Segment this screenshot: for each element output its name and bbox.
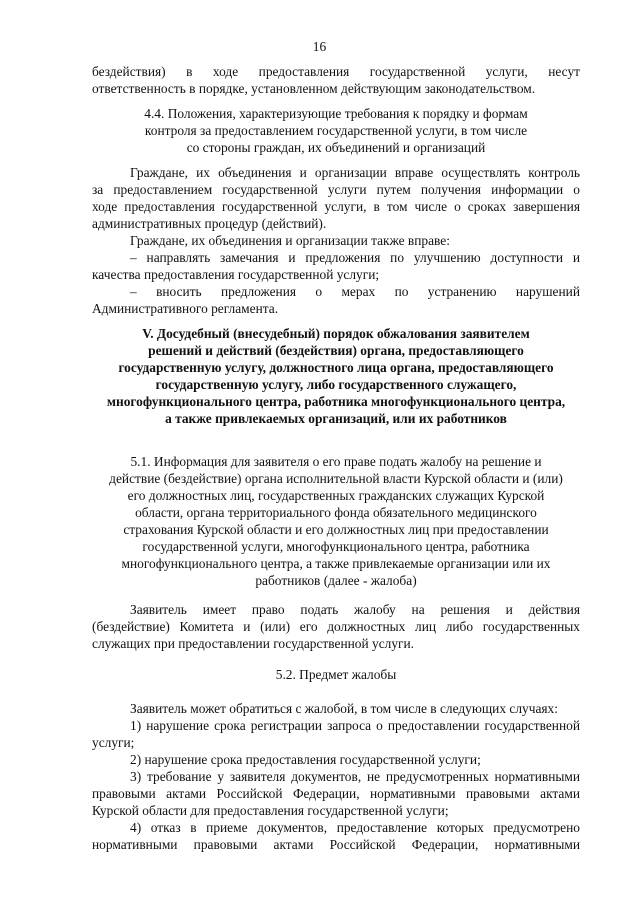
text-line: 3) требование у заявителя документов, не предусмотренных нормативными	[130, 769, 580, 784]
heading-line: 4.4. Положения, характеризующие требования к порядку и формам	[144, 106, 528, 121]
intro-paragraph	[92, 63, 580, 97]
title-line: государственную услугу, либо государственного служащего,	[155, 377, 517, 392]
section-5-1-heading	[92, 453, 580, 589]
page-number: 16	[312, 39, 327, 54]
section-5-2-intro	[92, 700, 580, 717]
heading-line: его должностных лиц, государственных гражданских служащих Курской	[127, 488, 545, 503]
heading-line: работников (далее - жалоба)	[255, 573, 417, 588]
heading-line: 5.2. Предмет жалобы	[275, 667, 397, 682]
text-line: Граждане, их объединения и организации также вправе:	[130, 233, 450, 248]
text-line: Курской области для предоставления государственной услуги;	[92, 803, 449, 818]
text-line: – направлять замечания и предложения по улучшению доступности и	[130, 250, 580, 265]
section-5-2-item-1	[92, 717, 580, 751]
section-5-title	[92, 325, 580, 427]
heading-line: области, органа территориального фонда обязательного медицинского	[135, 505, 537, 520]
title-line: а также привлекаемых организаций, или их работников	[165, 411, 507, 426]
text-line: услуги;	[92, 735, 135, 750]
text-line: Граждане, их объединения и организации вправе осуществлять контроль	[130, 165, 580, 180]
text-line: Административного регламента.	[92, 301, 279, 316]
heading-line: со стороны граждан, их объединений и организаций	[186, 140, 486, 155]
title-line: государственную услугу, должностного лица органа, предоставляющего	[118, 360, 554, 375]
text-line: ответственность в порядке, установленном действующим законодательством.	[92, 81, 536, 96]
title-line: решений и действий (бездействия) органа, предоставляющего	[148, 343, 524, 358]
text-line: 2) нарушение срока предоставления государственной услуги;	[130, 752, 481, 767]
section-5-2-item-4	[92, 819, 580, 853]
title-line: многофункционального центра, работника многофункционального центра,	[106, 394, 566, 409]
section-4-4-dash-item-1	[92, 249, 580, 283]
heading-line: страхования Курской области и его должностных лиц при предоставлении	[123, 522, 549, 537]
text-line: бездействия) в ходе предоставления государственной услуги, несут	[92, 64, 580, 79]
heading-line: многофункционального центра, а также привлекаемые организации или их	[121, 556, 551, 571]
text-line: – вносить предложения о мерах по устранению нарушений	[130, 284, 580, 299]
section-5-2-item-3	[92, 768, 580, 819]
heading-line: государственной услуги, многофункционального центра, работника	[142, 539, 530, 554]
section-5-2-heading	[92, 666, 580, 683]
text-line: правовыми актами Российской Федерации, нормативными правовыми актами	[92, 786, 580, 801]
text-line: административных процедур (действий).	[92, 216, 327, 231]
section-5-1-paragraph	[92, 601, 580, 652]
text-line: нормативными правовыми актами Российской Федерации, нормативными	[92, 837, 580, 852]
text-line: 4) отказ в приеме документов, предоставление которых предусмотрено	[130, 820, 580, 835]
text-line: Заявитель может обратиться с жалобой, в том числе в следующих случаях:	[130, 701, 558, 716]
section-4-4-paragraph-1	[92, 164, 580, 232]
text-line: ходе предоставления государственной услуги, в том числе о сроках завершения	[92, 199, 580, 214]
title-line: V. Досудебный (внесудебный) порядок обжалования заявителем	[142, 326, 530, 341]
heading-line: 5.1. Информация для заявителя о его праве подать жалобу на решение и	[130, 454, 542, 469]
heading-line: действие (бездействие) органа исполнительной власти Курской области и (или)	[109, 471, 563, 486]
text-line: 1) нарушение срока регистрации запроса о предоставлении государственной	[130, 718, 580, 733]
text-line: (бездействие) Комитета и (или) его должностных лиц либо государственных	[92, 619, 580, 634]
heading-line: контроля за предоставлением государственной услуги, в том числе	[144, 123, 528, 138]
section-4-4-paragraph-2	[92, 232, 580, 249]
section-4-4-heading	[92, 105, 580, 156]
section-4-4-dash-item-2	[92, 283, 580, 317]
text-line: служащих при предоставлении государственной услуги.	[92, 636, 415, 651]
section-5-2-item-2	[92, 751, 580, 768]
text-line: качества предоставления государственной услуги;	[92, 267, 380, 282]
text-line: за предоставлением государственной услуги путем получения информации о	[92, 182, 580, 197]
text-line: Заявитель имеет право подать жалобу на решения и действия	[130, 602, 580, 617]
